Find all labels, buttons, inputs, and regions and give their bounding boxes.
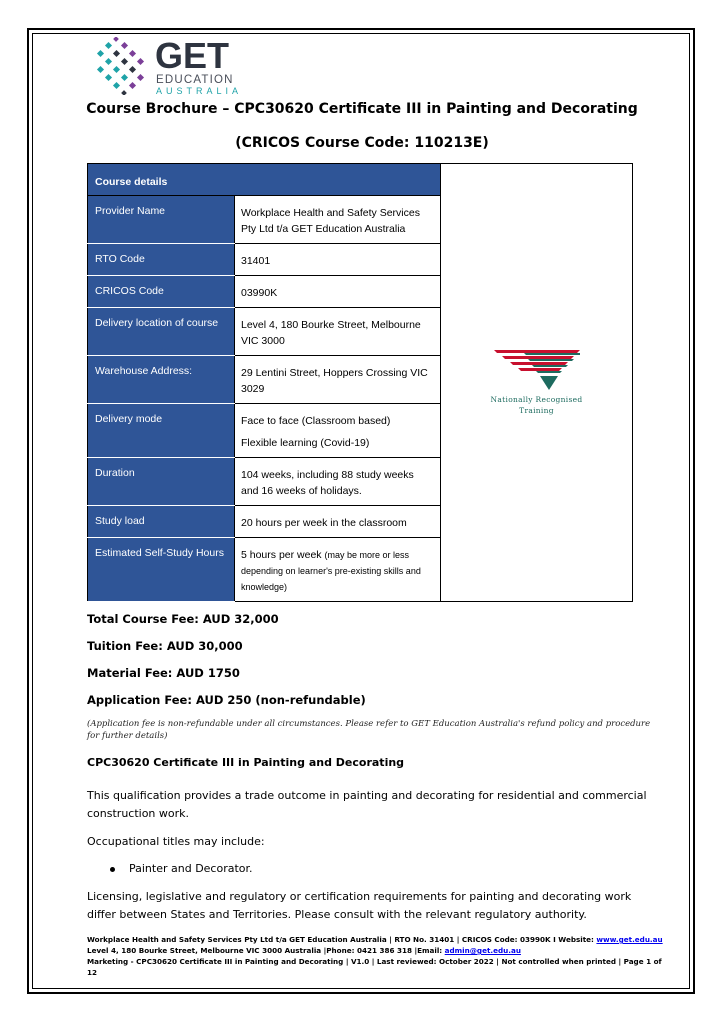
delivery-mode-value: [235, 404, 441, 458]
qualification-description: This qualification provides a trade outcome in painting and decorating for residential and commercial construction work.: [87, 789, 647, 820]
rto-code-value: 31401: [235, 244, 441, 276]
page-title: Course Brochure – CPC30620 Certificate III in Painting and Decorating: [86, 101, 638, 117]
duration-value: 104 weeks, including 88 study weeks and 16 weeks of holidays.: [235, 458, 441, 506]
get-education-logo: [92, 37, 252, 95]
course-details-table: [87, 163, 633, 602]
footer-line3: Marketing - CPC30620 Certificate III in Painting and Decorating | V1.0 | Last reviewed: October 2022 | Not controlled when printed | Page 1 of 12: [87, 957, 662, 977]
study-load-value: 20 hours per week in the classroom: [235, 506, 441, 538]
material-fee: Material Fee: AUD 1750: [87, 666, 240, 680]
bullet-text: Painter and Decorator.: [129, 862, 253, 875]
provider-name-label: Provider Name: [88, 196, 235, 244]
footer-line1: Workplace Health and Safety Services Pty Ltd t/a GET Education Australia | RTO No. 31401 | CRICOS Code: 03990K I Website:: [87, 935, 597, 944]
logo-get-text: GET: [155, 35, 230, 76]
bullet-icon: [110, 867, 115, 872]
self-study-label: Estimated Self-Study Hours: [88, 538, 235, 602]
rto-code-label: RTO Code: [88, 244, 235, 276]
course-details-header: Course details: [88, 164, 441, 196]
page-footer: [87, 934, 667, 978]
total-course-fee: Total Course Fee: AUD 32,000: [87, 612, 279, 626]
provider-name-value: Workplace Health and Safety Services Pty Ltd t/a GET Education Australia: [235, 196, 441, 244]
duration-label: Duration: [88, 458, 235, 506]
delivery-mode-value-1: Face to face (Classroom based): [241, 415, 391, 427]
self-study-main: 5 hours per week: [241, 549, 322, 561]
licensing-paragraph: Licensing, legislative and regulatory or certification requirements for painting and decorating work differ between States and Territories. Please consult with the relevant regulatory authority.: [87, 890, 632, 921]
footer-line2: Level 4, 180 Bourke Street, Melbourne VIC 3000 Australia |Phone: 0421 386 318 |Email:: [87, 946, 445, 955]
logo-australia-text: AUSTRALIA: [156, 86, 243, 96]
nrt-line2: Training: [519, 405, 554, 415]
logo-dots-icon: [92, 37, 152, 95]
cricos-subtitle: (CRICOS Course Code: 110213E): [235, 135, 489, 151]
delivery-mode-value-2: Flexible learning (Covid-19): [241, 437, 370, 449]
nrt-line1: Nationally Recognised: [490, 394, 583, 404]
delivery-mode-label: Delivery mode: [88, 404, 235, 458]
application-fee-note: (Application fee is non-refundable under all circumstances. Please refer to GET Education Australia's refund policy and procedure for further details): [87, 719, 651, 741]
footer-email-link[interactable]: admin@get.edu.au: [444, 946, 521, 955]
tuition-fee: Tuition Fee: AUD 30,000: [87, 639, 243, 653]
self-study-value: [235, 538, 441, 602]
self-study-note: (may be more or less depending on learner's pre-existing skills and knowledge): [241, 550, 421, 592]
nrt-triangle-icon: [494, 350, 580, 390]
qualification-heading: CPC30620 Certificate III in Painting and Decorating: [87, 756, 405, 769]
footer-website-link[interactable]: www.get.edu.au: [596, 935, 663, 944]
cricos-code-label: CRICOS Code: [88, 276, 235, 308]
nrt-logo-cell: [441, 164, 633, 602]
logo-education-text: EDUCATION: [156, 74, 234, 86]
bullet-item: [110, 862, 253, 875]
application-fee: Application Fee: AUD 250 (non-refundable): [87, 693, 366, 707]
delivery-location-value: Level 4, 180 Bourke Street, Melbourne VIC 3000: [235, 308, 441, 356]
delivery-location-label: Delivery location of course: [88, 308, 235, 356]
occupational-titles-intro: Occupational titles may include:: [87, 835, 265, 848]
warehouse-address-label: Warehouse Address:: [88, 356, 235, 404]
study-load-label: Study load: [88, 506, 235, 538]
cricos-code-value: 03990K: [235, 276, 441, 308]
warehouse-address-value: 29 Lentini Street, Hoppers Crossing VIC 3029: [235, 356, 441, 404]
